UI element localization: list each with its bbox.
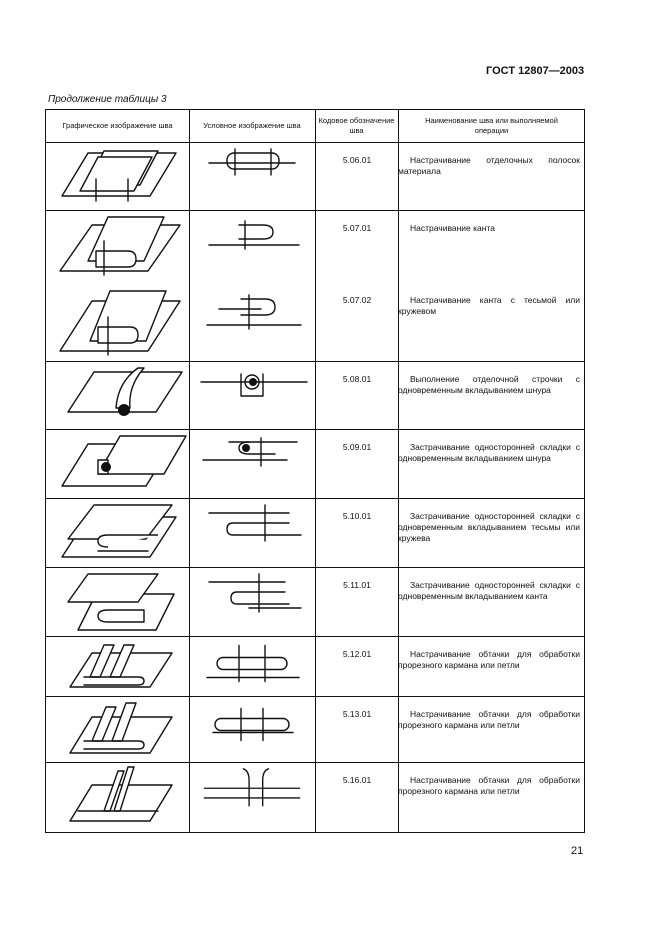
seam-code: 5.16.01 — [342, 775, 372, 785]
table-row — [46, 143, 584, 210]
seam-graphic — [48, 211, 189, 279]
seam-name: Настрачивание обтачки для обработки прорезного кармана или петли — [398, 709, 580, 730]
seam-name: Застрачивание односторонней складки с одновременным вкладыванием тесьмы или кружева — [398, 511, 580, 543]
table-row — [46, 211, 584, 283]
seam-name: Настрачивание обтачки для обработки прорезного кармана или петли — [398, 649, 580, 670]
seam-name: Застрачивание односторонней складки с одновременным вкладыванием канта — [398, 580, 580, 601]
seam-symbol — [189, 211, 315, 279]
page-number: 21 — [571, 845, 584, 857]
seam-symbol — [189, 283, 315, 361]
seam-name: Настрачивание отделочных полосок материала — [398, 155, 580, 176]
seam-name: Настрачивание канта — [410, 223, 495, 233]
seam-code: 5.08.01 — [342, 374, 372, 384]
seam-code: 5.09.01 — [342, 442, 372, 452]
table-row — [46, 283, 584, 361]
column-header-name: Наименование шва или выполняемой операции — [425, 116, 558, 135]
table-row — [46, 697, 584, 762]
column-header-code: Кодовое обозначение шва — [318, 116, 395, 135]
seam-symbol — [189, 763, 315, 831]
seam-symbol — [189, 637, 315, 705]
seam-name: Настрачивание канта с тесьмой или кружевом — [398, 295, 580, 316]
table-row — [46, 637, 584, 696]
seam-graphic — [48, 697, 189, 762]
seam-graphic — [48, 637, 189, 696]
seam-code: 5.10.01 — [342, 511, 372, 521]
seam-name: Выполнение отделочной строчки с одновременным вкладыванием шнура — [398, 374, 580, 395]
seam-code: 5.12.01 — [342, 649, 372, 659]
table-row — [46, 568, 584, 636]
seam-code: 5.13.01 — [342, 709, 372, 719]
seam-code: 5.11.01 — [343, 580, 371, 590]
seam-symbol — [189, 430, 315, 498]
seam-symbol — [189, 568, 315, 636]
table-row — [46, 430, 584, 498]
column-header-symbol: Условное изображение шва — [203, 121, 301, 130]
seam-graphic — [48, 763, 189, 833]
table-row — [46, 362, 584, 429]
seam-graphic — [48, 362, 189, 430]
seam-code: 5.06.01 — [342, 155, 372, 165]
seam-graphic — [48, 430, 189, 498]
seam-symbol — [189, 697, 315, 765]
seam-symbol — [189, 362, 315, 430]
seam-symbol — [189, 499, 315, 567]
seam-code: 5.07.01 — [342, 223, 372, 233]
seam-graphic — [48, 499, 189, 567]
seam-name: Застрачивание односторонней складки с одновременным вкладыванием шнура — [398, 442, 580, 463]
standard-number: ГОСТ 12807—2003 — [486, 65, 585, 77]
column-header-graphic: Графическое изображение шва — [62, 121, 173, 130]
seam-table — [45, 109, 585, 833]
seam-symbol — [189, 143, 315, 211]
table-continuation-caption: Продолжение таблицы 3 — [48, 94, 167, 105]
table-row — [46, 763, 584, 833]
table-row — [46, 499, 584, 567]
seam-graphic — [48, 143, 189, 211]
seam-name: Настрачивание обтачки для обработки прорезного кармана или петли — [398, 775, 580, 796]
seam-graphic — [48, 283, 189, 361]
seam-graphic — [48, 568, 189, 636]
seam-code: 5.07.02 — [342, 295, 372, 305]
